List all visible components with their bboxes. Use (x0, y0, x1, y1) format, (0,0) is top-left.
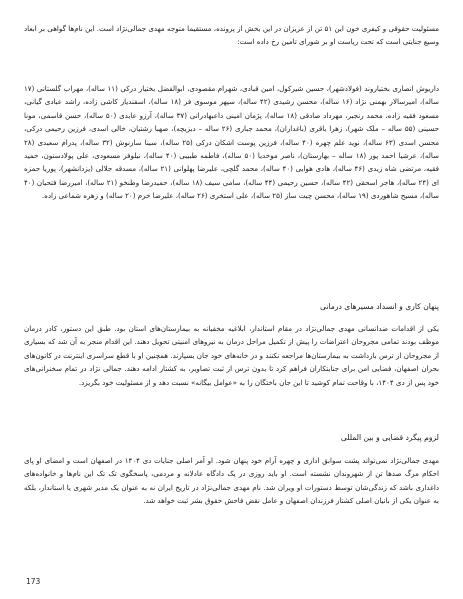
section-heading-concealment: پنهان کاری و انسداد مسیرهای درمانی (319, 302, 439, 311)
section-heading-prosecution: لزوم پیگرد قضایی و بین المللی (340, 433, 439, 442)
concealment-paragraph: یکی از اقدامات ضدانسانی مهدی جمالی‌نژاد در مقام استاندار، ابلاغیه مخفیانه به بیمارستان‌های استان بود. طبق این دستور، کادر درمان موظف بودند تمامی مجروحان اعتراضات را پیش از تکمیل مراحل درمان به نیروهای امنیتی تحویل دهند. این اقدام منجر به آن شد که بسیاری از مجروحان از ترس بازداشت به بیمارستان‌ها مراجعه نکنند و در خانه‌های خود جان بسپارند. همچنین او با قطع سراسری اینترنت در کانون‌های بحران اصفهان، فضایی امن برای جنایتکاران فراهم کرد تا بدون ترس از ثبت تصاویر، به کشتار ادامه دهند. جمالی نژاد در تمام سخنرانی‌های خود پس از دی ۱۴۰۴، با وقاحت تمام کوشید تا این جان باختگان را به «عوامل بیگانه» نسبت دهد و از مسئولیت خود بگریزد. (24, 324, 439, 387)
prosecution-paragraph: مهدی جمالی‌نژاد نمی‌تواند پشت سوابق اداری و چهره آرام خود پنهان شود. او آمر اصلی جنایات دی ۱۴۰۴ در اصفهان است و امضای او پای احکام مرگ صدها تن از شهروندان نشسته است. او باید روزی در یک دادگاه عادلانه و مردمی، پاسخگوی تک تک این نام‌ها و خانواده‌های داغداری باشد که زندگی‌شان توسط دستورات او ویران شد. نام مهدی جمالی‌نژاد در تاریخ ایران نه به عنوان یک مدیر شهری یا استاندار، بلکه به عنوان یکی از بانیان اصلی کشتار فرزندان اصفهان و عامل نقض فاحش حقوق بشر ثبت خواهد شد. (24, 456, 439, 506)
intro-paragraph: مسئولیت حقوقی و کیفری خون این ۵۱ تن از عزیزان در این بخش از پرونده، مستقیما متوجه مهدی جمالی‌نژاد است. این نام‌ها گواهی بر ابعاد وسیع جنایتی است که تحت ریاست او بر شورای تامین رخ داده است: (24, 24, 440, 47)
victims-list-paragraph: داریوش انصاری بختیاروند (فولادشهر)، حسین شیرکول، امین قبادی، شهرام مقصودی، ابوالفضل بختیار درکی (۱۱ ساله)، مهراب گلستانی (۱۷ ساله)، امیرسالار بهمنی نژاد (۱۶ ساله)، محسن رشیدی (۴۲ ساله)، سپهر موسوی فر (۱۸ ساله)، اسفندیار کاشی زاده، راشد عبادی گیانی، مسعود فقیه زاده، محمد رنجبر، مهرداد صادقی (۱۸ ساله)، پژمان امینی داعبهادرانی (۳۷ ساله)، آرزو عابدی (۵۰ ساله)، حسن قاسمی، مونا حسینی (۵۵ ساله – ملک شهر)، زهرا باقری (باغداران)، محمد جباری (۲۶ ساله – دیزیچه)، صهبا رشتیان، خالی اسدی، فرزین رحیمی درکی، محسن اسدی (۶۳ ساله)، نوید علم چهره (۴۰ ساله)، فرزین پوست اشکان درکی (۲۵ ساله)، سینا سارنوش (۳۲ ساله)، پدرام سعیدی (۲۸ ساله)، عرشیا احمد پور (۱۸ ساله – بهارستان)، ناصر موحدیا (۵۰ ساله)، فاطمه طبیبی (۴۰ ساله)، نیلوفر مسعودی، علی پولادستون، حمید فقیه، مرتضی شاه زیدی (۴۶ ساله)، هادی هوایی (۴۰ ساله)، محمد گلچی، علیرضا پهلوانی (۲۱ ساله)، مسدقه جلالی (یزدانشهر)، پوریا حمزه ای (۲۴ ساله)، هاجر اسحقی (۴۲ ساله)، حسین رحیمی (۴۴ ساله)، سامی سیف (۱۸ ساله)، حمیدرضا وطنخو (۲۱ ساله)، امیررضا فتحیان (۴۰ ساله)، مسیح شاهوردی (۱۹ ساله)، محسن چیت ساز (۲۵ ساله)، علی استخری (۲۶ ساله)، علیرضا خرم (۲۰ ساله) و زهره شماعی زاده. (24, 84, 440, 201)
page-number: 173 (26, 577, 41, 586)
